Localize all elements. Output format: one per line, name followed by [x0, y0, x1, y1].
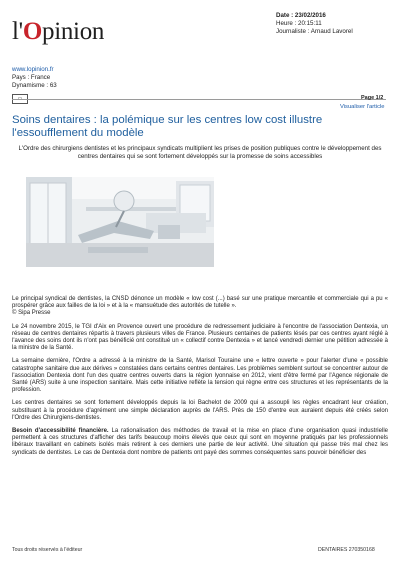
accessibility-text: La rationalisation des méthodes de travail et la mise en place d'une organisation quasi industrielle permettent à ces structures d'afficher des tarifs beaucoup moins élevés que ceux qui sont en moyenne pratiqués par les professionnels libéraux travaillant en cabinets isolés mais retirent à ces derniers une partie de leur activité. Une situation qui passe très mal chez les syndicats de dentistes. Le cas de Dentexia dont nombre de patients ont payé des sommes conséquentes sans pouvoir bénéficier des — [12, 428, 388, 456]
paragraph-bachelot-law: Les centres dentaires se sont fortement développés depuis la loi Bachelot de 2009 qui a assoupli les règles encadrant leur création, substituant à la procédure d'agrément une simple déclaration auprès de l'ARS. Près de 150 d'entre eux auraient depuis été créés selon l'Ordre des Chirurgiens-dentistes. — [12, 400, 388, 421]
article-title: Soins dentaires : la polémique sur les centres low cost illustre l'essoufflement du modèle — [12, 114, 323, 139]
source-metadata — [12, 66, 57, 90]
header-divider — [12, 99, 386, 100]
page-number: Page 1/2 — [361, 95, 384, 101]
paragraph-cnsd: Le principal syndical de dentistes, la CNSD dénonce un modèle « low cost (...) basé sur une pratique mercantile et commerciale qui a pu « prospérer grâce aux failles de la loi » et à la « mansuétude des autorités de tutelle ». — [12, 296, 388, 310]
rights-notice: Tous droits réservés à l'éditeur — [12, 547, 83, 553]
paragraph-accessibility — [12, 428, 388, 457]
logo-accent-letter: O — [22, 18, 43, 45]
time-label: Heure : 20:15:11 — [276, 20, 322, 28]
article-metadata — [276, 12, 353, 37]
article-body — [12, 296, 388, 463]
dynamism-label: Dynamisme : 63 — [12, 82, 57, 89]
article-lead: L'Ordre des chirurgiens dentistes et les principaux syndicats multiplient les prises de position publiques contre le développement des centres dentaires qui se sont fortement développés sur la promesse de soins accessibles — [18, 145, 382, 160]
publication-logo: l'Opinion — [12, 18, 105, 45]
view-article-link[interactable]: Visualiser l'article — [340, 104, 385, 110]
document-code: DENTAIRES 270350168 — [318, 547, 375, 553]
dental-office-photo — [26, 177, 214, 267]
paragraph-ordre-letter: La semaine dernière, l'Ordre a adressé à la ministre de la Santé, Marisol Touraine une « lettre ouverte » pour l'alerter d'une « possible catastrophe sanitaire due aux dérives » constatées dans certains centres dentaires. Les problèmes semblent surtout se concentrer autour de l'association Dentexia dont l'un des quatre centres ouverts dans la région lyonnaise en 2012, vient d'être fermé par l'Agence régionale de Santé (ARS) suite à une inspection sanitaire. Mais cette initiative reflète la tension qui règne entre ces structures et les représentants de la profession. — [12, 358, 388, 394]
date-label: Date : 23/02/2016 — [276, 12, 326, 19]
country-label: Pays : France — [12, 74, 51, 81]
accessibility-heading: Besoin d'accessibilité financière. — [12, 428, 109, 435]
pdf-icon: ▭ — [12, 94, 28, 104]
source-url[interactable]: www.lopinion.fr — [12, 66, 54, 73]
paragraph-dentexia: Le 24 novembre 2015, le TGI d'Aix en Provence ouvert une procédure de redressement judiciaire à l'encontre de l'association Dentexia, un réseau de centres dentaires répartis à travers plusieurs villes de France. Plusieurs centaines de patients lésés par ces centres ayant réglé à l'avance des soins dont ils n'ont pas bénéficié ont constitué un « collectif contre Dentexia » et lancé vendredi dernier une pétition adressée à la ministre de la Santé. — [12, 323, 388, 352]
photo-credit: © Sipa Presse — [12, 310, 51, 317]
journalist-label: Journaliste : Arnaud Lavorel — [276, 28, 353, 36]
